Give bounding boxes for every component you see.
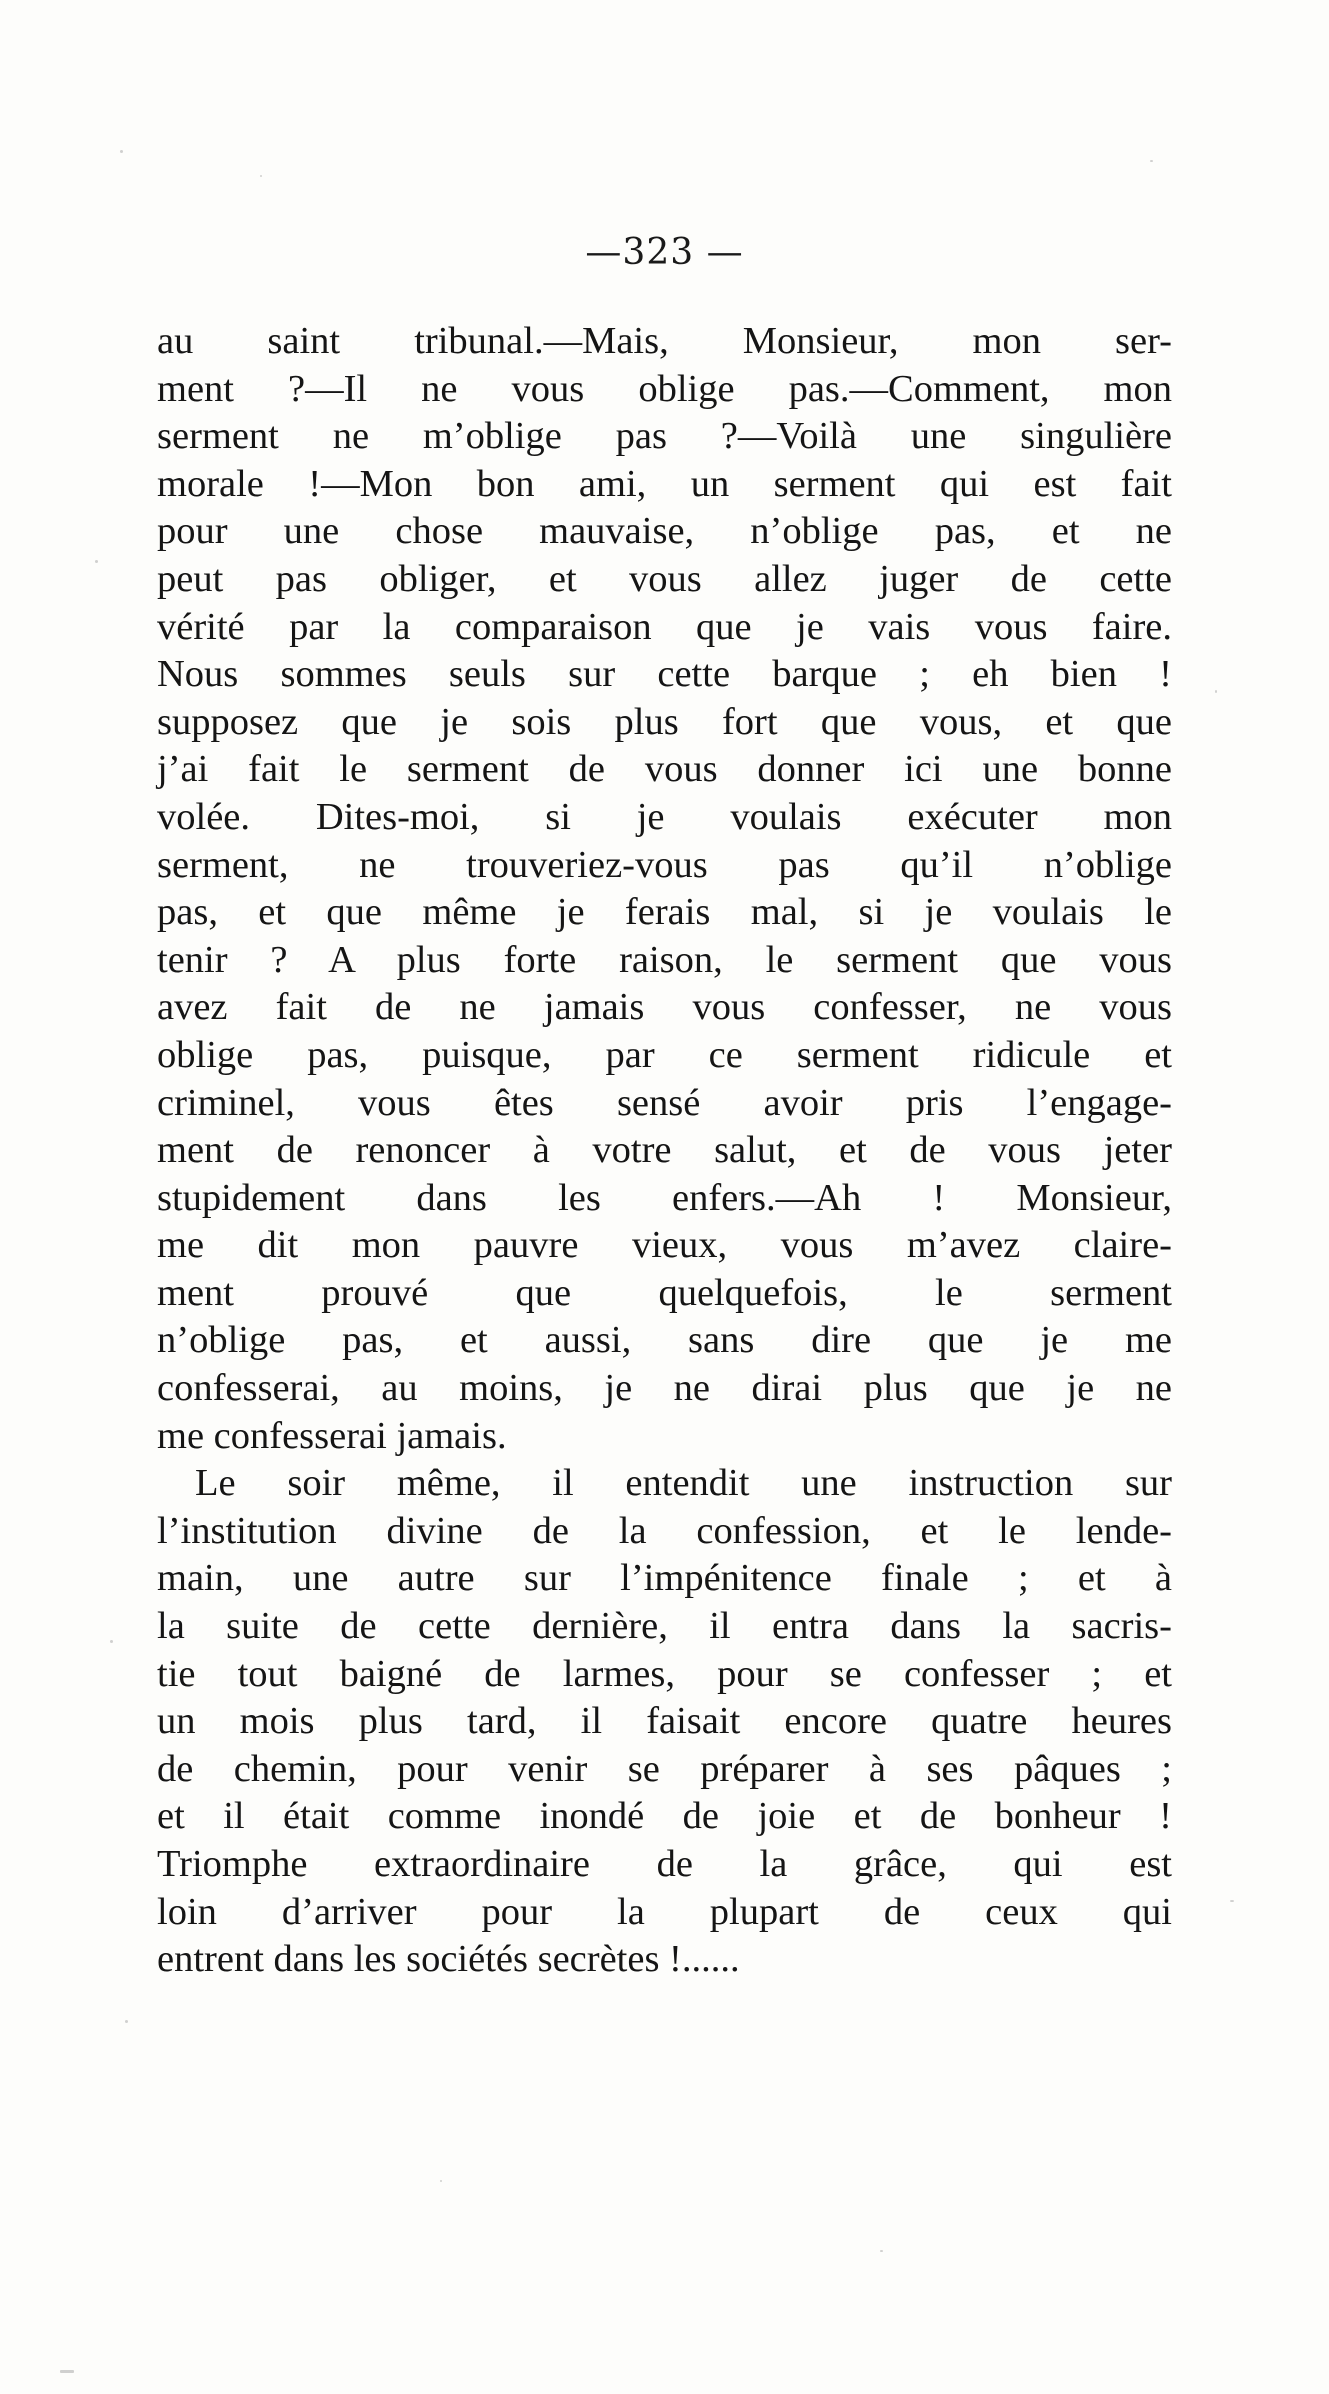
text-line: j’ai fait le serment de vous donner ici une bonne [157, 748, 1172, 791]
scan-speck [125, 2020, 128, 2023]
text-line: et il était comme inondé de joie et de bonheur ! [157, 1795, 1172, 1838]
text-line: pas, et que même je ferais mal, si je voulais le [157, 891, 1172, 934]
scan-speck [60, 2370, 74, 2373]
scan-speck [880, 2250, 883, 2252]
text-line: ment ?—Il ne vous oblige pas.—Comment, mon [157, 367, 1172, 410]
text-line: oblige pas, puisque, par ce serment ridicule et [157, 1033, 1172, 1076]
text-line: de chemin, pour venir se préparer à ses pâques ; [157, 1747, 1172, 1790]
text-line: tenir ? A plus forte raison, le serment que vous [157, 938, 1172, 981]
text-line: supposez que je sois plus fort que vous, et que [157, 700, 1172, 743]
text-line: n’oblige pas, et aussi, sans dire que je me [157, 1319, 1172, 1362]
text-line: avez fait de ne jamais vous confesser, ne vous [157, 986, 1172, 1029]
scan-speck [120, 150, 123, 153]
text-line: l’institution divine de la confession, et le lende- [157, 1509, 1172, 1552]
text-line: la suite de cette dernière, il entra dans la sacris- [157, 1605, 1172, 1648]
text-line: Le soir même, il entendit une instruction sur [195, 1462, 1172, 1505]
text-line: serment, ne trouveriez-vous pas qu’il n’oblige [157, 843, 1172, 886]
text-line: me confesserai jamais. [157, 1414, 507, 1457]
scan-speck [1150, 160, 1153, 162]
page-number: —323 — [585, 232, 744, 273]
text-line: stupidement dans les enfers.—Ah ! Monsieur, [157, 1176, 1172, 1219]
text-line: Nous sommes seuls sur cette barque ; eh bien ! [157, 653, 1172, 696]
text-line: Triomphe extraordinaire de la grâce, qui est [157, 1843, 1172, 1885]
text-line: confesserai, au moins, je ne dirai plus que je ne [157, 1367, 1172, 1410]
text-line: criminel, vous êtes sensé avoir pris l’engage- [157, 1081, 1172, 1124]
text-line: ment prouvé que quelquefois, le serment [157, 1271, 1172, 1314]
text-line: peut pas obliger, et vous allez juger de cette [157, 557, 1172, 600]
scan-speck [110, 1640, 113, 1643]
text-line: ment de renoncer à votre salut, et de vous jeter [157, 1129, 1172, 1172]
scan-speck [1215, 690, 1217, 693]
text-line: serment ne m’oblige pas ?—Voilà une singulière [157, 415, 1172, 458]
text-line: me dit mon pauvre vieux, vous m’avez claire- [157, 1224, 1172, 1267]
text-line: loin d’arriver pour la plupart de ceux qui [157, 1890, 1172, 1933]
text-line: entrent dans les sociétés secrètes !...... [157, 1938, 740, 1981]
scan-speck [440, 2180, 442, 2182]
scan-speck [95, 560, 98, 563]
text-line: volée. Dites-moi, si je voulais exécuter mon [157, 795, 1172, 838]
text-line: vérité par la comparaison que je vais vous faire. [157, 605, 1172, 648]
text-line: pour une chose mauvaise, n’oblige pas, et ne [157, 510, 1172, 553]
text-line: main, une autre sur l’impénitence finale ; et à [157, 1557, 1172, 1600]
text-line: morale !—Mon bon ami, un serment qui est fait [157, 462, 1172, 505]
text-line: tie tout baigné de larmes, pour se confesser ; et [157, 1652, 1172, 1695]
text-line: un mois plus tard, il faisait encore quatre heures [157, 1700, 1172, 1743]
body-text [157, 318, 1172, 1984]
text-line: au saint tribunal.—Mais, Monsieur, mon ser- [157, 320, 1172, 362]
scan-speck [260, 175, 262, 177]
scan-speck [1230, 1900, 1234, 1902]
